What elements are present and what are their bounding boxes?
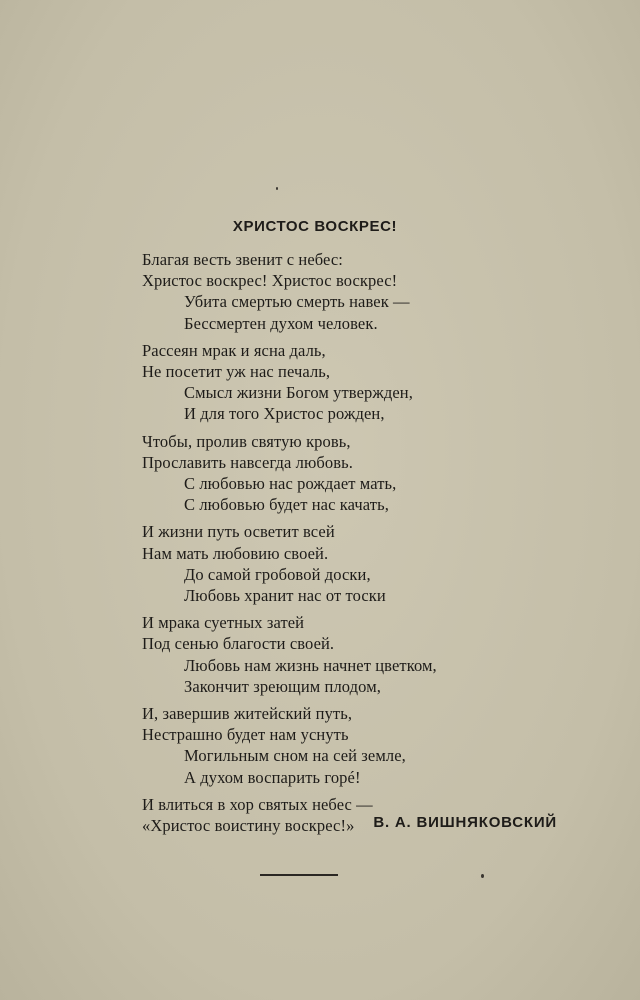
poem-line: И, завершив житейский путь, xyxy=(142,704,353,724)
poem-line: И жизни путь осветит всей xyxy=(142,522,335,542)
poem-line: И мрака суетных затей xyxy=(142,613,305,633)
poem-line: Бессмертен духом человек. xyxy=(184,313,378,333)
poem-line: Благая весть звенит с небес: xyxy=(142,250,343,269)
print-speck xyxy=(481,874,484,878)
poem-stanza xyxy=(0,340,640,425)
poem-line: А духом воспарить горé! xyxy=(184,767,361,787)
poem-stanza xyxy=(0,703,640,788)
poem-stanza xyxy=(0,521,640,606)
poem-line: Под сенью благости своей. xyxy=(142,634,335,654)
poem-line: «Христос воистину воскрес!» xyxy=(142,816,355,836)
poem-line: И для того Христос рожден, xyxy=(184,404,385,424)
section-divider xyxy=(260,874,338,876)
poem-line: Закончит зреющим плодом, xyxy=(184,676,381,696)
poem-line: Любовь хранит нас от тоски xyxy=(184,586,386,606)
poem-stanza xyxy=(0,249,640,334)
poem-title: ХРИСТОС ВОСКРЕС! xyxy=(232,218,398,235)
poem-line: С любовью будет нас качать, xyxy=(184,495,389,515)
poem-stanza xyxy=(0,431,640,516)
poem-line: Смысл жизни Богом утвержден, xyxy=(184,383,413,403)
poem-line: До самой гробовой доски, xyxy=(184,564,371,584)
poem-line: И влиться в хор святых небес — xyxy=(142,794,373,814)
print-speck xyxy=(276,187,278,190)
poem-line: Нам мать любовию своей. xyxy=(142,543,329,563)
poem-line: С любовью нас рождает мать, xyxy=(184,474,397,494)
poem-line: Нестрашно будет нам уснуть xyxy=(142,725,349,745)
poem-line: Прославить навсегда любовь. xyxy=(142,452,354,472)
poem-line: Любовь нам жизнь начнет цветком, xyxy=(184,655,437,675)
poem-line: Могильным сном на сей земле, xyxy=(184,746,406,766)
poem-stanza xyxy=(0,612,640,697)
poem-line: Убита смертью смерть навек — xyxy=(184,292,410,312)
poem-line: Христос воскрес! Христос воскрес! xyxy=(142,271,398,291)
poem-line: Рассеян мрак и ясна даль, xyxy=(142,340,326,360)
poem-line: Не посетит уж нас печаль, xyxy=(142,362,331,382)
poem-author: В. А. ВИШНЯКОВСКИЙ xyxy=(373,814,557,831)
poem-body xyxy=(0,249,640,842)
poem-line: Чтобы, пролив святую кровь, xyxy=(142,431,351,451)
